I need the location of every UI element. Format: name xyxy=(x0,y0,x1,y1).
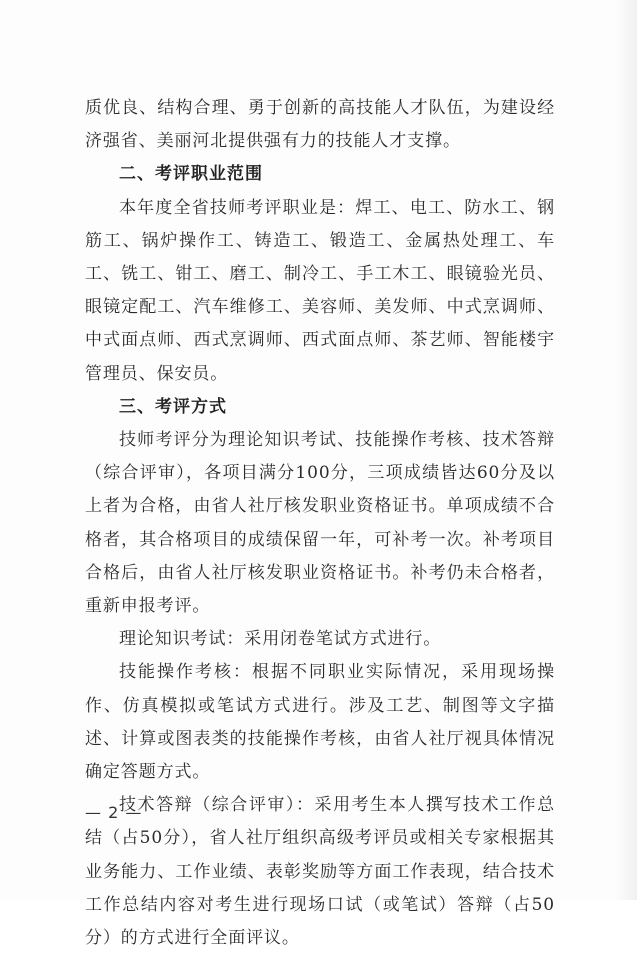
continuation-paragraph: 质优良、结构合理、勇于创新的高技能人才队伍，为建设经济强省、美丽河北提供强有力的技能人才支撑。 xyxy=(85,98,555,152)
section-heading-method: 三、考评方式 xyxy=(119,396,227,417)
method-paragraph-overview: 技师考评分为理论知识考试、技能操作考核、技术答辩（综合评审），各项目满分100分，三项成绩皆达60分及以上者为合格，由省人社厅核发职业资格证书。单项成绩不合格者，其合格项目的成绩保留一年，可补考一次。补考项目合格后，由省人社厅核发职业资格证书。补考仍未合格者，重新申报考评。 xyxy=(85,430,555,617)
section-heading-scope: 二、考评职业范围 xyxy=(119,164,263,185)
page-number: — 2 — xyxy=(85,803,143,822)
scope-paragraph: 本年度全省技师考评职业是：焊工、电工、防水工、钢筋工、锅炉操作工、铸造工、锻造工、金属热处理工、车工、铣工、钳工、磨工、制冷工、手工木工、眼镜验光员、眼镜定配工、汽车维修工、美容师、美发师、中式烹调师、中式面点师、西式烹调师、西式面点师、茶艺师、智能楼宇管理员、保安员。 xyxy=(85,197,555,384)
method-paragraph-theory: 理论知识考试：采用闭卷笔试方式进行。 xyxy=(119,629,442,650)
document-body xyxy=(85,92,555,955)
method-paragraph-defense: 技术答辩（综合评审）：采用考生本人撰写技术工作总结（占50分），省人社厅组织高级考评员或相关专家根据其业务能力、工作业绩、表彰奖励等方面工作表现，结合技术工作总结内容对考生进行现场口试（或笔试）答辩（占50分）的方式进行全面评议。 xyxy=(85,795,555,949)
page-edge-shadow xyxy=(615,0,637,900)
method-paragraph-skill: 技能操作考核：根据不同职业实际情况，采用现场操作、仿真模拟或笔试方式进行。涉及工艺、制图等文字描述、计算或图表类的技能操作考核，由省人社厅视具体情况确定答题方式。 xyxy=(85,662,555,783)
